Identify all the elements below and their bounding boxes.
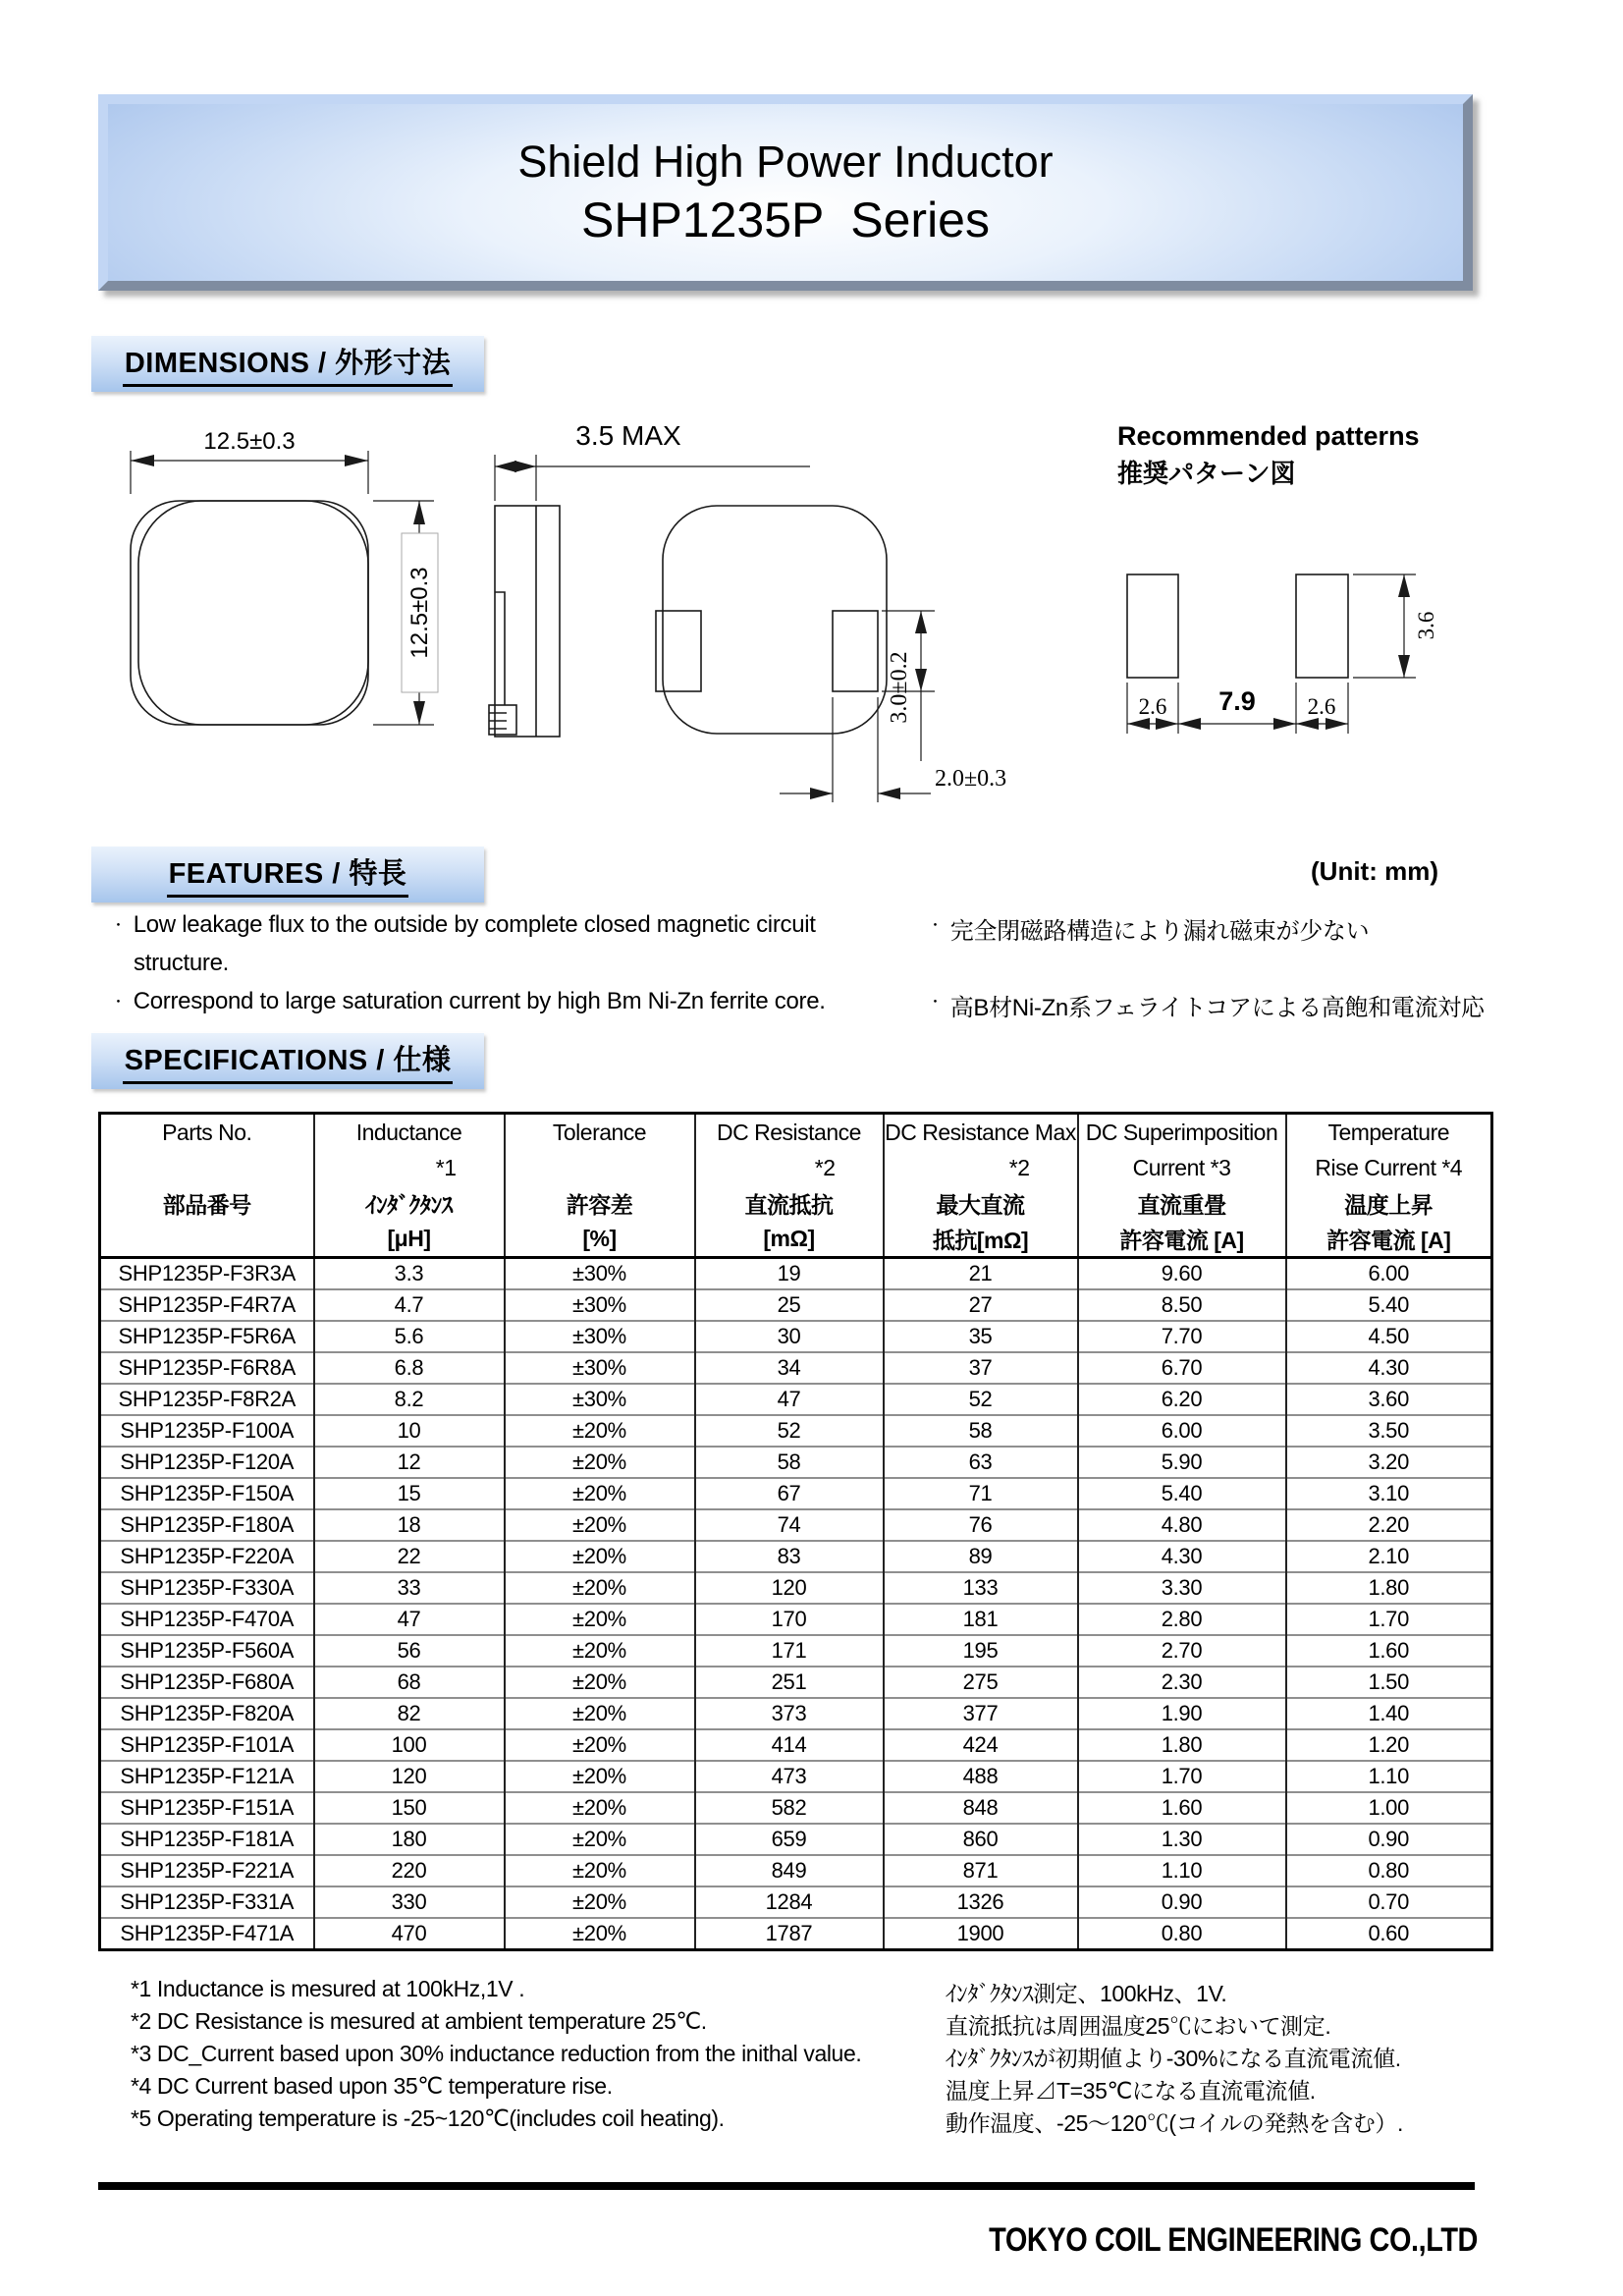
table-cell: 12 — [314, 1447, 505, 1478]
table-cell: 1.30 — [1078, 1824, 1286, 1855]
table-cell: 4.80 — [1078, 1509, 1286, 1541]
column-header — [1078, 1114, 1286, 1258]
column-header-line — [101, 1150, 313, 1185]
table-cell: 6.00 — [1078, 1415, 1286, 1447]
table-cell: 470 — [314, 1918, 505, 1950]
table-cell: 3.30 — [1078, 1572, 1286, 1604]
table-cell: SHP1235P-F101A — [100, 1729, 314, 1761]
pad-height-dim: 3.0±0.2 — [887, 651, 912, 724]
table-cell: ±20% — [505, 1698, 695, 1729]
table-cell: 58 — [695, 1447, 884, 1478]
footnotes-ja — [946, 1976, 1495, 2138]
table-cell: 82 — [314, 1698, 505, 1729]
table-row — [100, 1667, 1492, 1698]
table-row — [100, 1478, 1492, 1509]
column-header-line: 許容電流 [A] — [1119, 1227, 1244, 1253]
column-header-line: *2 — [814, 1154, 836, 1180]
table-cell: 0.90 — [1286, 1824, 1492, 1855]
table-cell: 1.80 — [1286, 1572, 1492, 1604]
table-cell: ±20% — [505, 1667, 695, 1698]
feature-text: 完全閉磁路構造により漏れ磁束が少ない — [949, 918, 1370, 945]
feature-text: Correspond to large saturation current by high Bm Ni-Zn ferrite core. — [133, 988, 826, 1014]
table-cell: 6.70 — [1078, 1352, 1286, 1384]
bullet-icon: ・ — [111, 994, 126, 1011]
recommended-pad-width-right-dim: 2.6 — [1307, 694, 1336, 719]
table-cell: 22 — [314, 1541, 505, 1572]
footnote-line: *5 Operating temperature is -25~120℃(includes coil heating). — [131, 2105, 725, 2131]
column-header-line: 部品番号 — [162, 1191, 251, 1218]
column-header — [100, 1114, 314, 1258]
table-cell: 4.30 — [1286, 1352, 1492, 1384]
column-header-line: *1 — [435, 1154, 457, 1180]
column-header-line: Temperature — [1327, 1119, 1450, 1145]
table-cell: 3.20 — [1286, 1447, 1492, 1478]
table-cell: 377 — [884, 1698, 1078, 1729]
table-cell: SHP1235P-F680A — [100, 1667, 314, 1698]
table-row — [100, 1509, 1492, 1541]
table-cell: 2.80 — [1078, 1604, 1286, 1635]
table-cell: 47 — [695, 1384, 884, 1415]
table-cell: 2.70 — [1078, 1635, 1286, 1667]
table-cell: 0.80 — [1286, 1855, 1492, 1886]
dimensions-heading — [91, 336, 484, 392]
table-cell: SHP1235P-F5R6A — [100, 1321, 314, 1352]
table-cell: 180 — [314, 1824, 505, 1855]
table-cell: 2.10 — [1286, 1541, 1492, 1572]
table-cell: ±30% — [505, 1352, 695, 1384]
table-cell: 8.2 — [314, 1384, 505, 1415]
table-cell: 63 — [884, 1447, 1078, 1478]
table-row — [100, 1384, 1492, 1415]
table-cell: 83 — [695, 1541, 884, 1572]
feature-text: 高B材Ni-Zn系フェライトコアによる高飽和電流対応 — [949, 995, 1485, 1021]
table-cell: 5.6 — [314, 1321, 505, 1352]
recommended-title-en: Recommended patterns — [1117, 421, 1420, 451]
table-cell: 68 — [314, 1667, 505, 1698]
features-list-ja — [928, 911, 1497, 1065]
table-cell: 25 — [695, 1289, 884, 1321]
table-cell: SHP1235P-F100A — [100, 1415, 314, 1447]
table-cell: 1.50 — [1286, 1667, 1492, 1698]
column-header-line: DC Resistance Max — [885, 1119, 1076, 1145]
table-cell: 8.50 — [1078, 1289, 1286, 1321]
table-cell: 0.60 — [1286, 1918, 1492, 1950]
table-row — [100, 1447, 1492, 1478]
column-header — [1286, 1114, 1492, 1258]
table-cell: 71 — [884, 1478, 1078, 1509]
table-row — [100, 1604, 1492, 1635]
table-cell: SHP1235P-F181A — [100, 1824, 314, 1855]
table-row — [100, 1321, 1492, 1352]
column-header-line: ｲﾝﾀﾞｸﾀﾝｽ — [365, 1191, 453, 1218]
feature-line — [928, 911, 1497, 988]
company-name: TOKYO COIL ENGINEERING CO.,LTD — [989, 2221, 1478, 2259]
table-cell: 34 — [695, 1352, 884, 1384]
table-cell: SHP1235P-F121A — [100, 1761, 314, 1792]
table-cell: 2.20 — [1286, 1509, 1492, 1541]
bullet-icon: ・ — [928, 917, 943, 934]
table-cell: ±30% — [505, 1321, 695, 1352]
dimensions-heading-label: DIMENSIONS / 外形寸法 — [123, 341, 453, 387]
table-row — [100, 1698, 1492, 1729]
column-header — [695, 1114, 884, 1258]
column-header-line: 最大直流 — [936, 1191, 1025, 1218]
table-cell: ±20% — [505, 1509, 695, 1541]
table-cell: 1.90 — [1078, 1698, 1286, 1729]
table-cell: SHP1235P-F120A — [100, 1447, 314, 1478]
table-cell: 58 — [884, 1415, 1078, 1447]
table-cell: 5.90 — [1078, 1447, 1286, 1478]
dimension-drawing-svg — [79, 408, 1571, 861]
column-header-line: [μH] — [387, 1225, 431, 1251]
front-height-dim: 12.5±0.3 — [406, 567, 433, 659]
table-cell: 424 — [884, 1729, 1078, 1761]
table-cell: 181 — [884, 1604, 1078, 1635]
table-cell: 67 — [695, 1478, 884, 1509]
specifications-table-header — [100, 1114, 1492, 1258]
unit-note: (Unit: mm) — [1311, 856, 1438, 886]
table-cell: SHP1235P-F6R8A — [100, 1352, 314, 1384]
table-cell: ±20% — [505, 1918, 695, 1950]
bullet-icon: ・ — [111, 917, 126, 934]
footnote-line: 動作温度、-25～120℃(コイルの発熱を含む）. — [946, 2110, 1403, 2136]
feature-line — [111, 988, 916, 1026]
table-cell: SHP1235P-F180A — [100, 1509, 314, 1541]
table-cell: 1.70 — [1286, 1604, 1492, 1635]
column-header — [314, 1114, 505, 1258]
table-cell: SHP1235P-F470A — [100, 1604, 314, 1635]
table-cell: 1.60 — [1286, 1635, 1492, 1667]
feature-text: Low leakage flux to the outside by complete closed magnetic circuit — [133, 911, 816, 938]
table-cell: 37 — [884, 1352, 1078, 1384]
column-header-line: 抵抗[mΩ] — [932, 1227, 1029, 1253]
footnote-line: *1 Inductance is mesured at 100kHz,1V . — [131, 1976, 525, 2001]
side-thickness-dim: 3.5 MAX — [575, 420, 681, 451]
table-cell: 15 — [314, 1478, 505, 1509]
column-header-line: 許容電流 [A] — [1326, 1227, 1451, 1253]
column-header-line: 直流重畳 — [1137, 1191, 1226, 1218]
table-cell: 849 — [695, 1855, 884, 1886]
table-cell: 9.60 — [1078, 1258, 1286, 1290]
product-title: Shield High Power Inductor — [517, 136, 1054, 187]
table-cell: ±30% — [505, 1258, 695, 1290]
table-cell: 251 — [695, 1667, 884, 1698]
table-row — [100, 1886, 1492, 1918]
table-cell: 1.20 — [1286, 1729, 1492, 1761]
table-cell: 3.10 — [1286, 1478, 1492, 1509]
table-cell: 3.60 — [1286, 1384, 1492, 1415]
footnote-line: *3 DC_Current based upon 30% inductance reduction from the inithal value. — [131, 2041, 862, 2066]
table-cell: 0.70 — [1286, 1886, 1492, 1918]
table-cell: 1.00 — [1286, 1792, 1492, 1824]
table-cell: 120 — [695, 1572, 884, 1604]
table-cell: 4.7 — [314, 1289, 505, 1321]
footnote-line: *2 DC Resistance is mesured at ambient temperature 25℃. — [131, 2008, 707, 2034]
table-cell: 5.40 — [1078, 1478, 1286, 1509]
recommended-pad-width-left-dim: 2.6 — [1138, 694, 1167, 719]
table-cell: 1.70 — [1078, 1761, 1286, 1792]
table-cell: 6.20 — [1078, 1384, 1286, 1415]
column-header — [505, 1114, 695, 1258]
table-cell: ±20% — [505, 1886, 695, 1918]
specifications-table — [98, 1112, 1493, 1951]
table-cell: SHP1235P-F331A — [100, 1886, 314, 1918]
table-cell: ±20% — [505, 1792, 695, 1824]
table-cell: 659 — [695, 1824, 884, 1855]
table-cell: 871 — [884, 1855, 1078, 1886]
table-cell: SHP1235P-F3R3A — [100, 1258, 314, 1290]
table-cell: 56 — [314, 1635, 505, 1667]
dimension-drawings — [79, 408, 1571, 861]
column-header-line — [101, 1221, 313, 1256]
table-cell: 275 — [884, 1667, 1078, 1698]
column-header-line: Tolerance — [552, 1119, 647, 1145]
features-list-en — [111, 911, 916, 1026]
table-cell: ±20% — [505, 1604, 695, 1635]
table-row — [100, 1352, 1492, 1384]
table-cell: ±20% — [505, 1541, 695, 1572]
column-header-line: DC Resistance — [717, 1119, 861, 1145]
table-row — [100, 1258, 1492, 1290]
table-cell: 3.50 — [1286, 1415, 1492, 1447]
recommended-gap-dim: 7.9 — [1218, 686, 1256, 716]
table-cell: 220 — [314, 1855, 505, 1886]
table-cell: 4.30 — [1078, 1541, 1286, 1572]
table-cell: 150 — [314, 1792, 505, 1824]
table-cell: SHP1235P-F8R2A — [100, 1384, 314, 1415]
table-row — [100, 1572, 1492, 1604]
table-cell: SHP1235P-F820A — [100, 1698, 314, 1729]
table-cell: SHP1235P-F330A — [100, 1572, 314, 1604]
table-cell: 1326 — [884, 1886, 1078, 1918]
table-cell: 1.40 — [1286, 1698, 1492, 1729]
specifications-heading — [91, 1033, 484, 1089]
table-cell: ±20% — [505, 1855, 695, 1886]
recommended-title-ja: 推奨パターン図 — [1117, 459, 1296, 488]
table-row — [100, 1824, 1492, 1855]
table-cell: ±30% — [505, 1384, 695, 1415]
table-cell: 27 — [884, 1289, 1078, 1321]
table-cell: ±20% — [505, 1729, 695, 1761]
table-cell: 195 — [884, 1635, 1078, 1667]
table-row — [100, 1635, 1492, 1667]
column-header-line: [mΩ] — [763, 1225, 815, 1251]
table-cell: 1787 — [695, 1918, 884, 1950]
table-cell: 35 — [884, 1321, 1078, 1352]
table-cell: 860 — [884, 1824, 1078, 1855]
table-cell: 1.10 — [1078, 1855, 1286, 1886]
specifications-table-body — [100, 1258, 1492, 1950]
column-header-line: 直流抵抗 — [744, 1191, 834, 1218]
column-header-line: Rise Current *4 — [1315, 1154, 1463, 1180]
feature-line — [111, 911, 916, 950]
title-banner — [98, 94, 1473, 291]
table-cell: 1284 — [695, 1886, 884, 1918]
column-header-line: 温度上昇 — [1344, 1191, 1434, 1218]
footnote-line: *4 DC Current based upon 35℃ temperature rise. — [131, 2073, 613, 2099]
table-cell: 76 — [884, 1509, 1078, 1541]
header-row — [100, 1114, 1492, 1258]
table-cell: 120 — [314, 1761, 505, 1792]
column-header-line: [%] — [582, 1225, 617, 1251]
table-row — [100, 1289, 1492, 1321]
table-cell: SHP1235P-F221A — [100, 1855, 314, 1886]
table-cell: 473 — [695, 1761, 884, 1792]
column-header-line: DC Superimposition — [1085, 1119, 1278, 1145]
table-cell: SHP1235P-F150A — [100, 1478, 314, 1509]
footnote-line: ｲﾝﾀﾞｸﾀﾝｽ測定、100kHz、1V. — [946, 1981, 1227, 2006]
footnotes-en — [131, 1976, 946, 2138]
table-cell: SHP1235P-F4R7A — [100, 1289, 314, 1321]
table-cell: 1900 — [884, 1918, 1078, 1950]
column-header-line: Inductance — [355, 1119, 462, 1145]
table-cell: ±20% — [505, 1824, 695, 1855]
table-row — [100, 1792, 1492, 1824]
bullet-icon: ・ — [928, 994, 943, 1011]
table-cell: 10 — [314, 1415, 505, 1447]
side-view — [489, 420, 810, 737]
table-cell: 414 — [695, 1729, 884, 1761]
table-cell: 0.80 — [1078, 1918, 1286, 1950]
feature-line — [111, 950, 916, 988]
footer-rule — [98, 2182, 1475, 2190]
table-cell: 5.40 — [1286, 1289, 1492, 1321]
recommended-patterns — [1117, 421, 1438, 734]
front-width-dim: 12.5±0.3 — [203, 428, 296, 455]
table-cell: ±20% — [505, 1478, 695, 1509]
table-cell: 52 — [695, 1415, 884, 1447]
table-cell: 6.8 — [314, 1352, 505, 1384]
table-cell: 3.3 — [314, 1258, 505, 1290]
table-row — [100, 1918, 1492, 1950]
features-heading — [91, 847, 484, 902]
column-header-line: Parts No. — [162, 1119, 252, 1145]
table-cell: 488 — [884, 1761, 1078, 1792]
table-cell: SHP1235P-F560A — [100, 1635, 314, 1667]
recommended-pad-height-dim: 3.6 — [1414, 611, 1438, 640]
table-cell: 33 — [314, 1572, 505, 1604]
table-cell: 2.30 — [1078, 1667, 1286, 1698]
pad-width-dim: 2.0±0.3 — [935, 766, 1007, 792]
column-header-line: Current *3 — [1132, 1154, 1231, 1180]
table-cell: 18 — [314, 1509, 505, 1541]
column-header-line: *2 — [1008, 1154, 1030, 1180]
table-row — [100, 1855, 1492, 1886]
table-cell: 1.60 — [1078, 1792, 1286, 1824]
column-header-line: 許容差 — [566, 1191, 633, 1218]
front-view — [131, 428, 438, 725]
table-cell: 21 — [884, 1258, 1078, 1290]
table-cell: 848 — [884, 1792, 1078, 1824]
footnote-line: 直流抵抗は周囲温度25℃において測定. — [946, 2013, 1331, 2039]
table-cell: 47 — [314, 1604, 505, 1635]
footnote-line: ｲﾝﾀﾞｸﾀﾝｽが初期値より-30%になる直流電流値. — [946, 2046, 1401, 2071]
table-cell: ±20% — [505, 1572, 695, 1604]
table-row — [100, 1541, 1492, 1572]
table-cell: 0.90 — [1078, 1886, 1286, 1918]
table-cell: ±30% — [505, 1289, 695, 1321]
bottom-view — [656, 506, 1006, 802]
table-cell: 52 — [884, 1384, 1078, 1415]
table-cell: 89 — [884, 1541, 1078, 1572]
table-cell: 6.00 — [1286, 1258, 1492, 1290]
table-row — [100, 1761, 1492, 1792]
table-cell: 74 — [695, 1509, 884, 1541]
table-cell: 30 — [695, 1321, 884, 1352]
column-header-line — [506, 1150, 694, 1185]
footnote-line: 温度上昇⊿T=35℃になる直流電流値. — [946, 2078, 1316, 2104]
table-cell: SHP1235P-F151A — [100, 1792, 314, 1824]
table-cell: 7.70 — [1078, 1321, 1286, 1352]
table-row — [100, 1415, 1492, 1447]
feature-line — [928, 988, 1497, 1065]
table-cell: 171 — [695, 1635, 884, 1667]
table-cell: SHP1235P-F471A — [100, 1918, 314, 1950]
table-cell: 582 — [695, 1792, 884, 1824]
table-cell: 4.50 — [1286, 1321, 1492, 1352]
table-cell: 100 — [314, 1729, 505, 1761]
table-cell: ±20% — [505, 1761, 695, 1792]
table-cell: ±20% — [505, 1635, 695, 1667]
table-cell: ±20% — [505, 1447, 695, 1478]
table-cell: SHP1235P-F220A — [100, 1541, 314, 1572]
table-cell: 170 — [695, 1604, 884, 1635]
table-cell: ±20% — [505, 1415, 695, 1447]
table-row — [100, 1729, 1492, 1761]
specifications-heading-label: SPECIFICATIONS / 仕様 — [123, 1038, 454, 1084]
feature-text: structure. — [134, 950, 230, 976]
table-cell: 133 — [884, 1572, 1078, 1604]
table-cell: 373 — [695, 1698, 884, 1729]
table-cell: 19 — [695, 1258, 884, 1290]
features-heading-label: FEATURES / 特長 — [167, 851, 409, 898]
column-header — [884, 1114, 1078, 1258]
series-title: SHP1235P Series — [581, 191, 990, 247]
table-cell: 1.10 — [1286, 1761, 1492, 1792]
table-cell: 1.80 — [1078, 1729, 1286, 1761]
table-cell: 330 — [314, 1886, 505, 1918]
